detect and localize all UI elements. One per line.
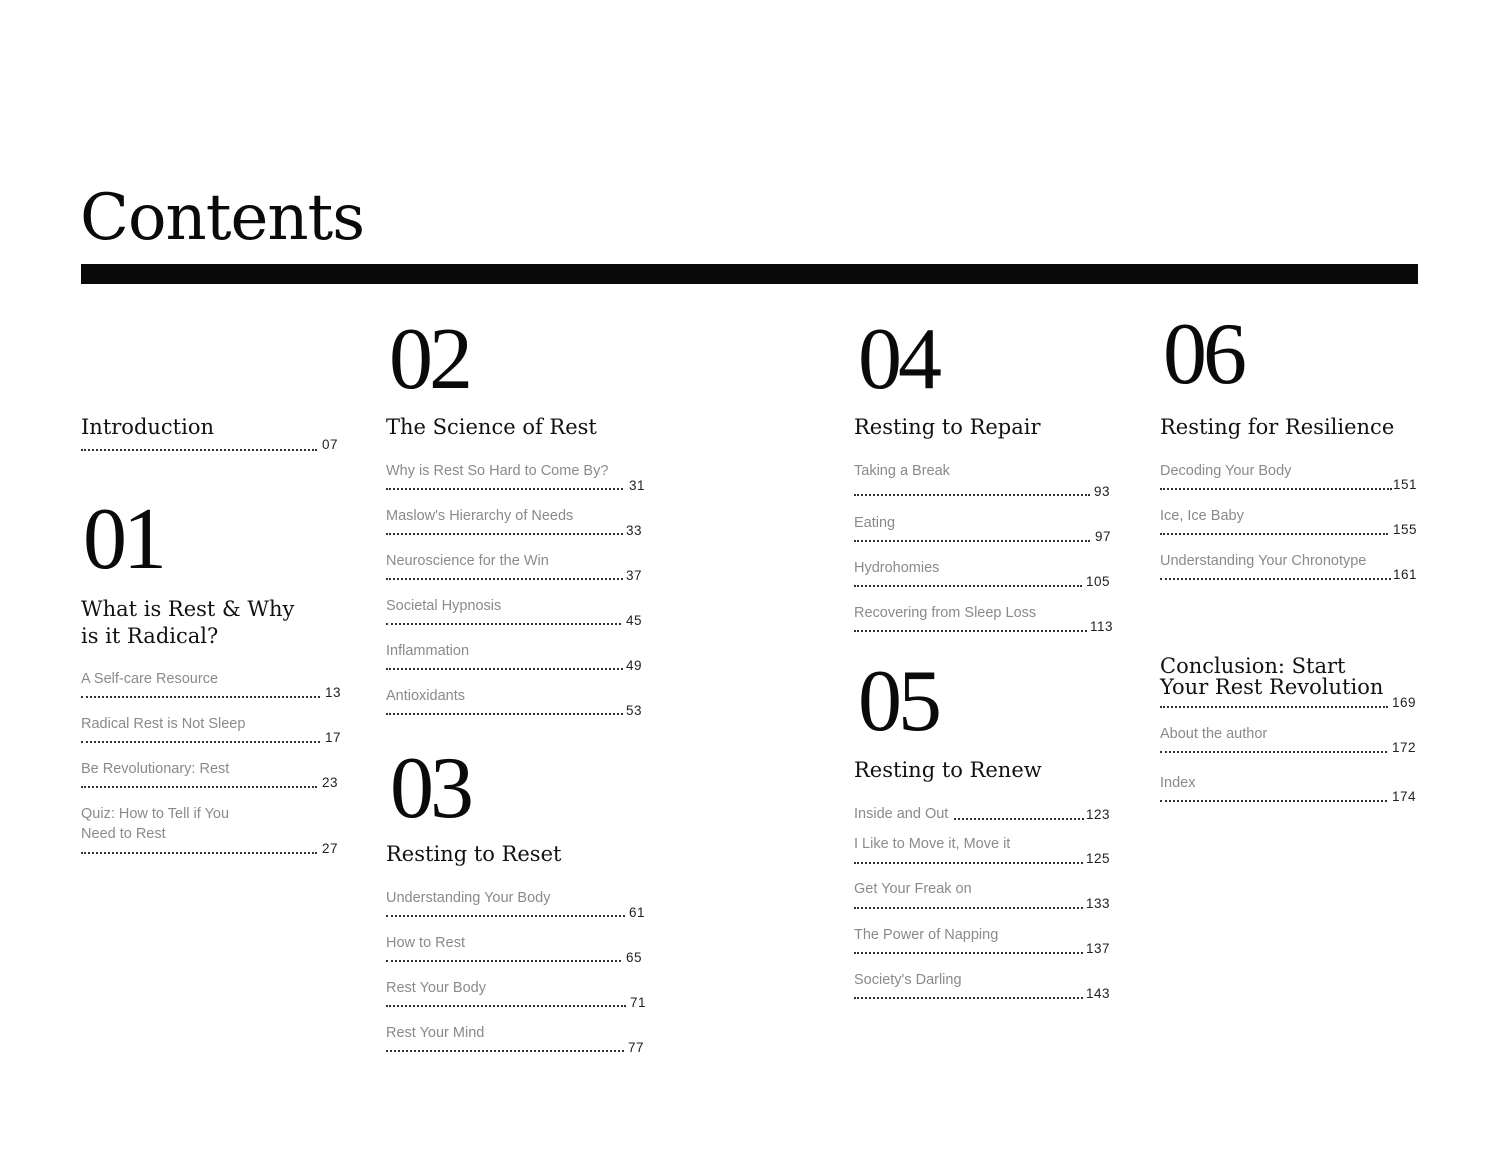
entry-label: Taking a Break [854,463,950,479]
toc-entry[interactable] [854,806,1116,836]
page-number: 23 [322,775,339,790]
intro-heading: Introduction [81,415,214,439]
toc-entry[interactable] [854,881,1116,911]
page-number: 27 [322,841,339,856]
toc-entry[interactable] [386,890,648,920]
page-number: 172 [1392,740,1417,755]
toc-entry[interactable] [81,716,343,746]
page-number: 17 [325,730,342,745]
chapter-number-02: 02 [389,311,469,408]
toc-entry[interactable] [854,927,1116,957]
dot-leader [854,630,1087,632]
toc-entry[interactable] [854,605,1116,635]
entry-label: Understanding Your Chronotype [1160,553,1367,569]
entry-label: Be Revolutionary: Rest [81,761,230,777]
entry-label: How to Rest [386,935,465,951]
toc-entry[interactable] [81,761,343,791]
dot-leader [386,713,623,715]
page-number: 77 [628,1040,645,1055]
toc-entry[interactable] [386,1025,648,1055]
page-number: 143 [1086,986,1111,1001]
chapter-number-01: 01 [83,491,163,588]
entry-label: Rest Your Mind [386,1025,485,1041]
page-number: 105 [1086,574,1111,589]
page-number: 07 [322,437,339,452]
page-number: 49 [626,658,643,673]
page-number: 123 [1086,807,1111,822]
entry-label: Inside and Out [854,806,949,822]
entry-label: Eating [854,515,896,531]
dot-leader [1160,533,1388,535]
page-number: 155 [1393,522,1418,537]
page-number: 65 [626,950,643,965]
dot-leader [854,540,1090,542]
dot-leader [854,952,1083,954]
dot-leader [1160,800,1387,802]
entry-label: Societal Hypnosis [386,598,502,614]
page-number: 61 [629,905,646,920]
page-number: 174 [1392,789,1417,804]
page-number: 97 [1095,529,1112,544]
page-number: 161 [1393,567,1418,582]
entry-label: Maslow's Hierarchy of Needs [386,508,574,524]
page-title: Contents [80,181,365,255]
page-number: 33 [626,523,643,538]
dot-leader [954,818,1084,820]
dot-leader [854,907,1083,909]
page-number: 53 [626,703,643,718]
entry-label: Recovering from Sleep Loss [854,605,1037,621]
chapter-heading-02: The Science of Rest [386,415,597,439]
dot-leader [386,488,623,490]
entry-label: Understanding Your Body [386,890,551,906]
entry-label: About the author [1160,726,1268,742]
chapter-number-05: 05 [858,653,938,750]
toc-entry[interactable] [386,688,648,718]
entry-label: Radical Rest is Not Sleep [81,716,246,732]
dot-leader [81,786,317,788]
toc-entry[interactable] [854,515,1116,545]
entry-label: Society's Darling [854,972,962,988]
toc-entry[interactable] [386,643,648,673]
toc-entry[interactable] [386,553,648,583]
toc-entry-introduction[interactable] [81,436,343,456]
dot-leader [81,696,320,698]
entry-label: Ice, Ice Baby [1160,508,1244,524]
page-number: 137 [1086,941,1111,956]
dot-leader [81,449,317,451]
page-number: 169 [1392,695,1417,710]
chapter-number-06: 06 [1163,306,1243,403]
dot-leader [386,533,623,535]
entry-label: Index [1160,775,1196,791]
toc-entry[interactable] [386,508,648,538]
dot-leader [854,585,1082,587]
page-number: 45 [626,613,643,628]
dot-leader [854,862,1083,864]
toc-entry[interactable] [386,598,648,628]
dot-leader [386,623,621,625]
entry-label: The Power of Napping [854,927,999,943]
toc-entry[interactable] [386,463,648,493]
toc-entry[interactable] [1160,508,1422,538]
dot-leader [386,578,623,580]
page-number: 133 [1086,896,1111,911]
entry-label: Hydrohomies [854,560,940,576]
dot-leader [854,494,1090,496]
toc-entry[interactable] [854,972,1116,1002]
page-number: 31 [629,478,646,493]
entry-label: Decoding Your Body [1160,463,1292,479]
toc-entry[interactable] [1160,463,1422,493]
dot-leader [81,741,320,743]
entry-label: Neuroscience for the Win [386,553,549,569]
chapter-heading-05: Resting to Renew [854,758,1042,782]
entry-label: Rest Your Body [386,980,486,996]
entry-label: Quiz: How to Tell if You Need to Rest [81,806,230,842]
toc-entry[interactable] [386,980,648,1010]
dot-leader [81,852,317,854]
dot-leader [386,668,623,670]
toc-entry[interactable] [1160,726,1422,756]
toc-entry[interactable] [81,806,343,856]
toc-entry[interactable] [1160,553,1422,583]
page-number: 13 [325,685,342,700]
toc-entry[interactable] [386,935,648,965]
dot-leader [386,1005,626,1007]
chapter-heading-04: Resting to Repair [854,415,1041,439]
conclusion-heading: Conclusion: Start Your Rest Revolution [1160,654,1384,699]
entry-label: Inflammation [386,643,470,659]
entry-label: Get Your Freak on [854,881,972,897]
dot-leader [386,960,621,962]
entry-label: Antioxidants [386,688,465,704]
chapter-heading-01: What is Rest & Why is it Radical? [81,597,295,648]
dot-leader [386,1050,624,1052]
title-rule [81,264,1418,284]
dot-leader [1160,578,1391,580]
dot-leader [854,997,1083,999]
page-number: 113 [1090,619,1114,634]
chapter-number-03: 03 [390,740,470,837]
entry-label: I Like to Move it, Move it [854,836,1011,852]
toc-entry-conclusion[interactable] [1160,656,1422,712]
page-number: 71 [630,995,647,1010]
page-number: 125 [1086,851,1111,866]
page-number: 151 [1393,477,1418,492]
toc-entry[interactable] [854,463,1116,499]
page-number: 93 [1094,484,1111,499]
dot-leader [1160,488,1392,490]
toc-entry[interactable] [854,836,1116,866]
entry-label: A Self-care Resource [81,671,219,687]
dot-leader [386,915,625,917]
page-number: 37 [626,568,643,583]
chapter-heading-06: Resting for Resilience [1160,415,1395,439]
entry-label: Why is Rest So Hard to Come By? [386,463,609,479]
toc-entry[interactable] [81,671,343,701]
chapter-number-04: 04 [858,311,938,408]
toc-entry[interactable] [1160,775,1422,805]
chapter-heading-03: Resting to Reset [386,842,562,866]
dot-leader [1160,751,1387,753]
dot-leader [1160,706,1388,708]
toc-entry[interactable] [854,560,1116,590]
